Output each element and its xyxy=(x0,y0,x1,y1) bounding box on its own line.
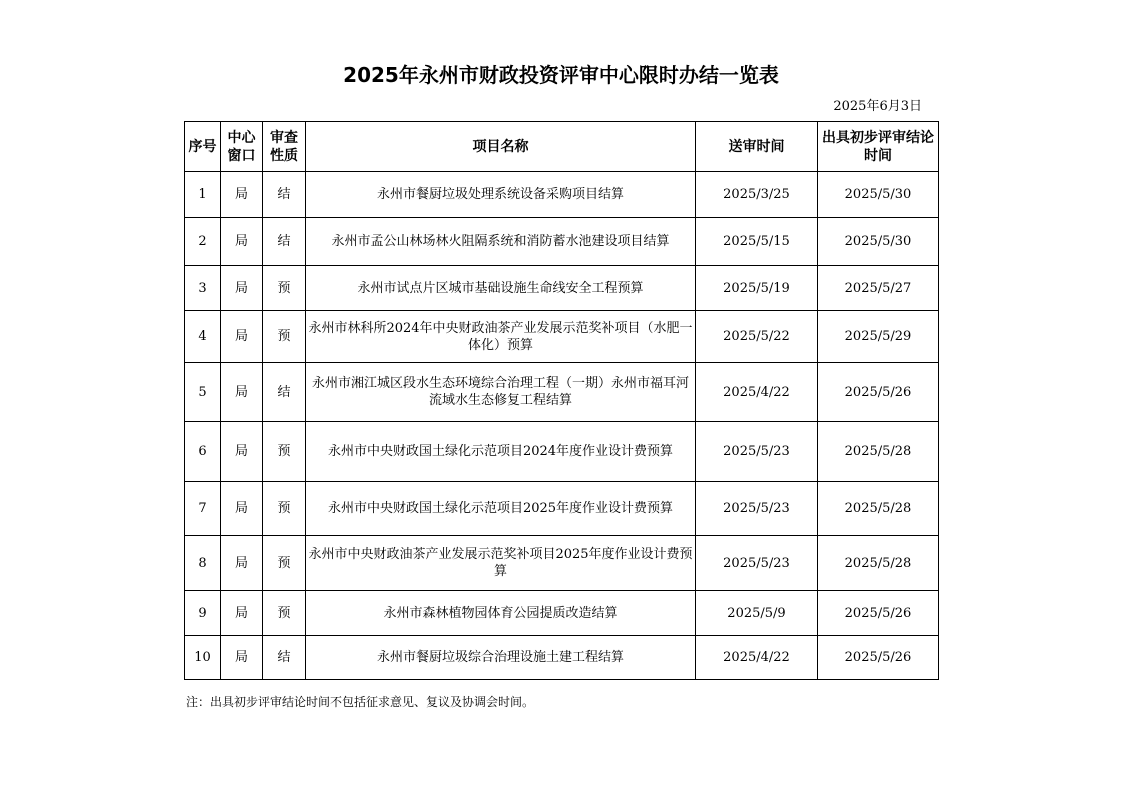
footnote: 注：出具初步评审结论时间不包括征求意见、复议及协调会时间。 xyxy=(186,695,535,709)
cell-name: 永州市餐厨垃圾综合治理设施土建工程结算 xyxy=(306,636,696,680)
cell-name: 永州市餐厨垃圾处理系统设备采购项目结算 xyxy=(306,172,696,218)
cell-result: 2025/5/26 xyxy=(818,591,939,636)
cell-seq: 8 xyxy=(185,536,221,591)
cell-submit: 2025/5/15 xyxy=(696,218,818,266)
cell-result: 2025/5/28 xyxy=(818,482,939,536)
cell-name: 永州市森林植物园体育公园提质改造结算 xyxy=(306,591,696,636)
table-row xyxy=(185,218,939,266)
cell-name: 永州市中央财政国土绿化示范项目2025年度作业设计费预算 xyxy=(306,482,696,536)
cell-seq: 2 xyxy=(185,218,221,266)
cell-name: 永州市林科所2024年中央财政油茶产业发展示范奖补项目（水肥一体化）预算 xyxy=(306,311,696,363)
cell-seq: 4 xyxy=(185,311,221,363)
cell-name: 永州市湘江城区段水生态环境综合治理工程（一期）永州市福耳河流域水生态修复工程结算 xyxy=(306,363,696,422)
cell-seq: 6 xyxy=(185,422,221,482)
cell-submit: 2025/4/22 xyxy=(696,636,818,680)
table-row xyxy=(185,311,939,363)
cell-window: 局 xyxy=(221,591,263,636)
cell-window: 局 xyxy=(221,422,263,482)
cell-type: 结 xyxy=(263,218,306,266)
summary-table xyxy=(184,121,939,680)
cell-submit: 2025/5/9 xyxy=(696,591,818,636)
cell-name: 永州市中央财政油茶产业发展示范奖补项目2025年度作业设计费预算 xyxy=(306,536,696,591)
header-type: 审查性质 xyxy=(263,122,306,172)
cell-name: 永州市孟公山林场林火阻隔系统和消防蓄水池建设项目结算 xyxy=(306,218,696,266)
table-row xyxy=(185,172,939,218)
table-row xyxy=(185,591,939,636)
table-row xyxy=(185,536,939,591)
cell-seq: 7 xyxy=(185,482,221,536)
cell-result: 2025/5/30 xyxy=(818,218,939,266)
cell-submit: 2025/5/23 xyxy=(696,482,818,536)
cell-seq: 1 xyxy=(185,172,221,218)
cell-type: 结 xyxy=(263,636,306,680)
cell-window: 局 xyxy=(221,218,263,266)
cell-window: 局 xyxy=(221,536,263,591)
cell-seq: 10 xyxy=(185,636,221,680)
header-name: 项目名称 xyxy=(306,122,696,172)
cell-result: 2025/5/27 xyxy=(818,266,939,311)
table-row xyxy=(185,363,939,422)
cell-window: 局 xyxy=(221,311,263,363)
table-row xyxy=(185,636,939,680)
header-window: 中心窗口 xyxy=(221,122,263,172)
table-row xyxy=(185,266,939,311)
cell-type: 预 xyxy=(263,591,306,636)
cell-submit: 2025/4/22 xyxy=(696,363,818,422)
cell-result: 2025/5/28 xyxy=(818,536,939,591)
cell-type: 结 xyxy=(263,172,306,218)
report-date: 2025年6月3日 xyxy=(833,99,922,114)
cell-window: 局 xyxy=(221,482,263,536)
cell-window: 局 xyxy=(221,172,263,218)
cell-submit: 2025/5/23 xyxy=(696,422,818,482)
cell-submit: 2025/3/25 xyxy=(696,172,818,218)
cell-window: 局 xyxy=(221,363,263,422)
cell-submit: 2025/5/19 xyxy=(696,266,818,311)
cell-name: 永州市中央财政国土绿化示范项目2024年度作业设计费预算 xyxy=(306,422,696,482)
cell-result: 2025/5/26 xyxy=(818,636,939,680)
cell-submit: 2025/5/23 xyxy=(696,536,818,591)
cell-type: 结 xyxy=(263,363,306,422)
cell-submit: 2025/5/22 xyxy=(696,311,818,363)
cell-type: 预 xyxy=(263,536,306,591)
table-row xyxy=(185,422,939,482)
page-title: 2025年永州市财政投资评审中心限时办结一览表 xyxy=(343,63,779,87)
cell-type: 预 xyxy=(263,482,306,536)
cell-seq: 3 xyxy=(185,266,221,311)
cell-type: 预 xyxy=(263,266,306,311)
cell-window: 局 xyxy=(221,266,263,311)
cell-name: 永州市试点片区城市基础设施生命线安全工程预算 xyxy=(306,266,696,311)
cell-result: 2025/5/28 xyxy=(818,422,939,482)
header-seq: 序号 xyxy=(185,122,221,172)
header-result: 出具初步评审结论时间 xyxy=(818,122,939,172)
cell-type: 预 xyxy=(263,422,306,482)
cell-type: 预 xyxy=(263,311,306,363)
cell-result: 2025/5/26 xyxy=(818,363,939,422)
cell-seq: 9 xyxy=(185,591,221,636)
table-header-row xyxy=(185,122,939,172)
table-row xyxy=(185,482,939,536)
cell-window: 局 xyxy=(221,636,263,680)
header-submit: 送审时间 xyxy=(696,122,818,172)
cell-result: 2025/5/30 xyxy=(818,172,939,218)
cell-result: 2025/5/29 xyxy=(818,311,939,363)
cell-seq: 5 xyxy=(185,363,221,422)
